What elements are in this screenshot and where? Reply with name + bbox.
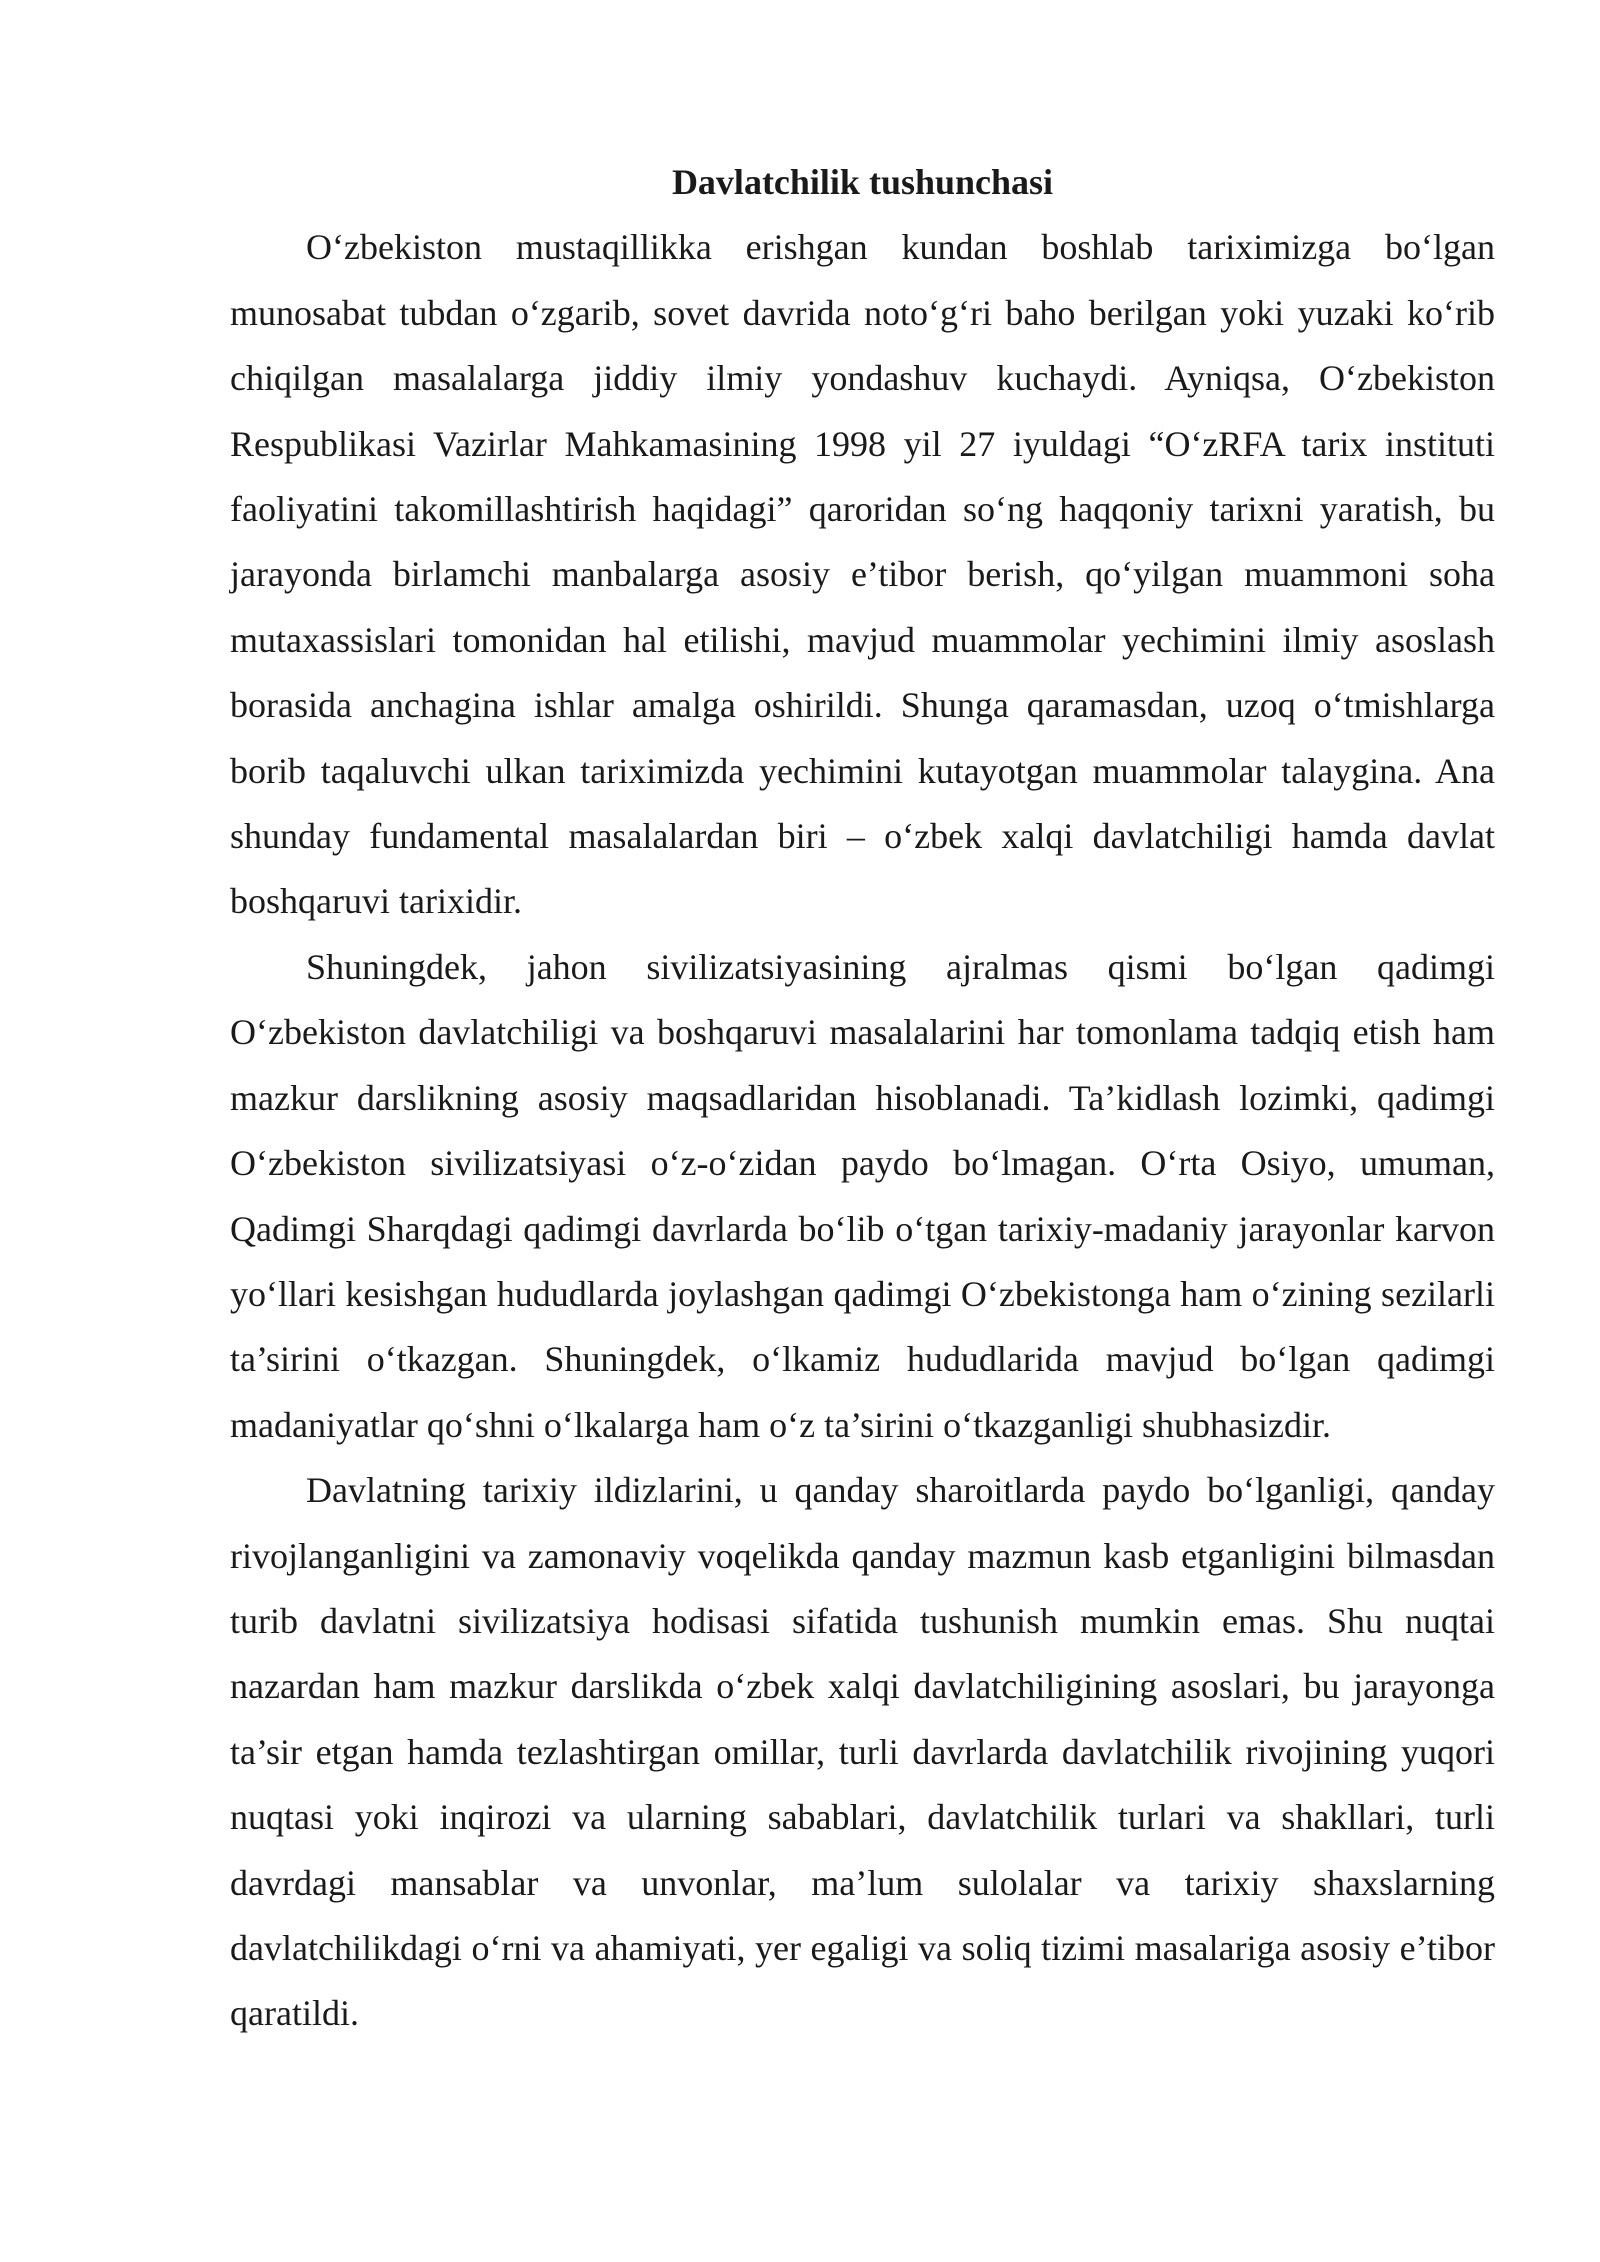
paragraph-1: O‘zbekiston mustaqillikka erishgan kundan boshlab tariximizga bo‘lgan munosabat tubdan o‘zgarib, sovet davrida noto‘g‘ri baho berilgan yoki yuzaki ko‘rib chiqilgan masalalarga jiddiy ilmiy yondashuv kuchaydi. Ayniqsa, O‘zbekiston Respublikasi Vazirlar Mahkamasining 1998 yil 27 iyuldagi “O‘zRFA tarix instituti faoliyatini takomillashtirish haqidagi” qaroridan so‘ng haqqoniy tarixni yaratish, bu jarayonda birlamchi manbalarga asosiy e’tibor berish, qo‘yilgan muammoni soha mutaxassislari tomonidan hal etilishi, mavjud muammolar yechimini ilmiy asoslash borasida anchagina ishlar amalga oshirildi. Shunga qaramasdan, uzoq o‘tmishlarga borib taqaluvchi ulkan tariximizda yechimini kutayotgan muammolar talaygina. Ana shunday fundamental masalalardan biri – o‘zbek xalqi davlatchiligi hamda davlat boshqaruvi tarixidir. [230, 227, 1495, 922]
document-title: Davlatchilik tushunchasi [671, 162, 1054, 202]
paragraph-3: Davlatning tarixiy ildizlarini, u qanday sharoitlarda paydo bo‘lganligi, qanday rivojlanganligini va zamonaviy voqelikda qanday mazmun kasb etganligini bilmasdan turib davlatni sivilizatsiya hodisasi sifatida tushunish mumkin emas. Shu nuqtai nazardan ham mazkur darslikda o‘zbek xalqi davlatchiligining asoslari, bu jarayonga ta’sir etgan hamda tezlashtirgan omillar, turli davrlarda davlatchilik rivojining yuqori nuqtasi yoki inqirozi va ularning sabablari, davlatchilik turlari va shakllari, turli davrdagi mansablar va unvonlar, ma’lum sulolalar va tarixiy shaxslarning davlatchilikdagi o‘rni va ahamiyati, yer egaligi va soliq tizimi masalariga asosiy e’tibor qaratildi. [230, 1470, 1495, 2034]
paragraph-2: Shuningdek, jahon sivilizatsiyasining ajralmas qismi bo‘lgan qadimgi O‘zbekiston davlatchiligi va boshqaruvi masalalarini har tomonlama tadqiq etish ham mazkur darslikning asosiy maqsadlaridan hisoblanadi. Ta’kidlash lozimki, qadimgi O‘zbekiston sivilizatsiyasi o‘z-o‘zidan paydo bo‘lmagan. O‘rta Osiyo, umuman, Qadimgi Sharqdagi qadimgi davrlarda bo‘lib o‘tgan tarixiy-madaniy jarayonlar karvon yo‘llari kesishgan hududlarda joylashgan qadimgi O‘zbekistonga ham o‘zining sezilarli ta’sirini o‘tkazgan. Shuningdek, o‘lkamiz hududlarida mavjud bo‘lgan qadimgi madaniyatlar qo‘shni o‘lkalarga ham o‘z ta’sirini o‘tkazganligi shubhasizdir. [230, 946, 1495, 1445]
document-body [230, 150, 1495, 2047]
